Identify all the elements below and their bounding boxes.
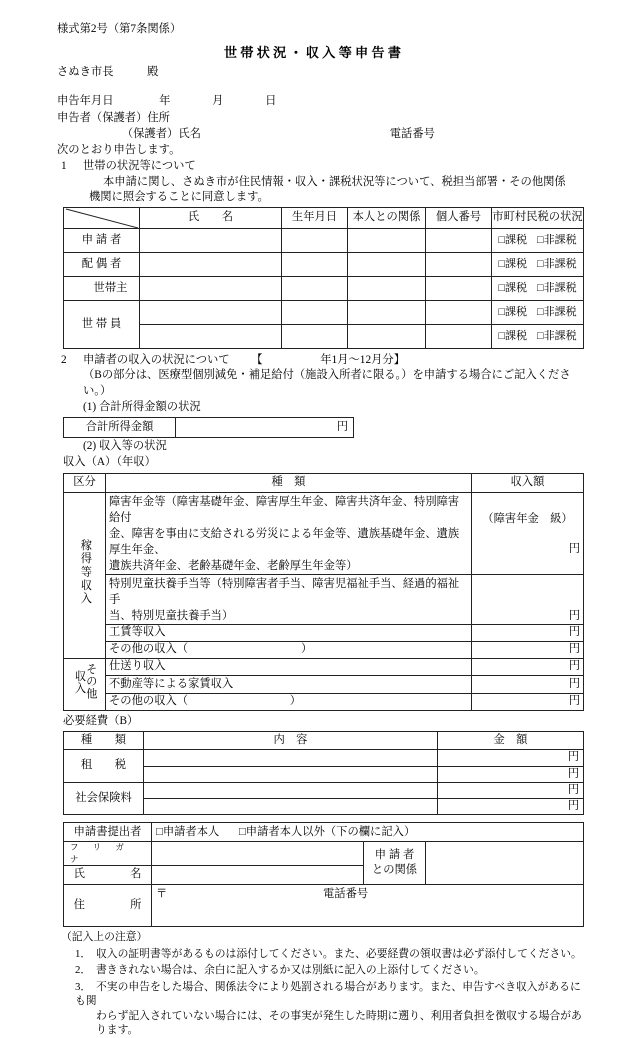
cell-mynumber[interactable] — [426, 277, 492, 301]
table-row — [64, 750, 584, 766]
expense-group-label-insurance: 社会保険料 — [64, 782, 144, 815]
table-row — [64, 782, 584, 798]
cell-relation[interactable] — [348, 253, 426, 277]
col-header-tax-status: 市町村民税の状況 — [492, 208, 584, 229]
section1-consent-line1: 本申請に関し、さぬき市が住民情報・収入・課税状況等について、税担当部署・その他関係 — [103, 175, 566, 188]
income-amount-unit: 円 — [568, 643, 580, 656]
expense-group-label-tax: 租 税 — [64, 750, 144, 783]
table-row — [64, 658, 584, 675]
section2-sub2-title: (2) 収入等の状況 — [83, 440, 167, 453]
cell-relation[interactable] — [348, 325, 426, 349]
row-label-spouse: 配 偶 者 — [64, 253, 140, 277]
header-corner-diagonal-icon — [64, 208, 140, 229]
date-day-unit: 日 — [265, 95, 277, 108]
date-year-unit: 年 — [159, 95, 171, 108]
expense-amount-tax-2[interactable] — [438, 766, 584, 782]
col-header-expense-type: 種 類 — [64, 732, 144, 750]
note-item-1 — [61, 947, 585, 962]
checkbox-taxed[interactable]: □課税 — [498, 306, 527, 319]
addressee-honorific: 殿 — [147, 66, 159, 79]
col-header-expense-amount: 金 額 — [438, 732, 584, 750]
cell-birthdate[interactable] — [282, 301, 348, 325]
checkbox-submitter-other[interactable]: □申請者本人以外（下の欄に記入） — [238, 825, 416, 838]
submitter-name-label: 氏 名 — [64, 866, 152, 885]
table-row — [64, 325, 584, 349]
row-label-household-members: 世 帯 員 — [64, 301, 140, 349]
income-amount-unit: 円 — [568, 542, 580, 555]
section1-number: 1 — [61, 160, 67, 173]
income-amount-remittance[interactable] — [472, 658, 584, 675]
expense-content-tax-1[interactable] — [144, 750, 438, 766]
declaration-sentence: 次のとおり申告します。 — [57, 144, 181, 157]
cell-birthdate[interactable] — [282, 325, 348, 349]
checkbox-nontaxed[interactable]: □非課税 — [537, 330, 577, 343]
expense-caption: 必要経費（B） — [63, 715, 139, 728]
col-header-category: 区分 — [64, 473, 106, 492]
expense-amount-unit: 円 — [567, 767, 579, 780]
col-header-relation: 本人との関係 — [348, 208, 426, 229]
col-header-expense-content: 内 容 — [144, 732, 438, 750]
applicant-name-line — [57, 127, 585, 142]
furigana-value[interactable] — [152, 842, 364, 866]
income-type-other-earned: その他の収入（ ） — [106, 641, 472, 658]
applicant-address-line — [57, 111, 585, 126]
cell-birthdate[interactable] — [282, 277, 348, 301]
table-row — [64, 885, 584, 927]
declaration-date-label: 申告年月日 — [57, 95, 114, 108]
expense-amount-unit: 円 — [567, 751, 579, 764]
addressee: さぬき市長 — [57, 66, 114, 79]
submitter-phone-label: 電話番号 — [322, 888, 369, 900]
cell-birthdate[interactable] — [282, 253, 348, 277]
table-row — [64, 676, 584, 693]
cell-mynumber[interactable] — [426, 253, 492, 277]
expense-content-insurance-1[interactable] — [144, 782, 438, 798]
date-month-unit: 月 — [212, 95, 224, 108]
notes-title: （記入上の注意） — [61, 931, 148, 943]
cell-name[interactable] — [140, 277, 282, 301]
cell-name[interactable] — [140, 325, 282, 349]
period-text: 年1月～12月分 — [320, 354, 394, 367]
checkbox-nontaxed[interactable]: □非課税 — [537, 282, 577, 295]
checkbox-nontaxed[interactable]: □非課税 — [537, 258, 577, 271]
cell-name[interactable] — [140, 301, 282, 325]
period-bracket-open: 【 — [251, 354, 263, 367]
note-item-2 — [61, 963, 585, 978]
expense-amount-insurance-1[interactable] — [438, 782, 584, 798]
income-type-pension: 障害年金等（障害基礎年金、障害厚生年金、障害共済年金、特別障害給付 金、障害を事由に支給される労災による年金等、遺族基礎年金、遺族厚生年金、 遺族共済年金、老齢基礎年金、老齢厚生年金等） — [106, 492, 472, 574]
note-number-3: 3． — [75, 980, 92, 993]
table-row — [64, 624, 584, 641]
period-bracket-close: 】 — [393, 354, 406, 367]
row-label-household-head: 世帯主 — [64, 277, 140, 301]
applicant-address-label: 申告者（保護者）住所 — [57, 111, 170, 124]
cell-mynumber[interactable] — [426, 325, 492, 349]
checkbox-taxed[interactable]: □課税 — [498, 330, 527, 343]
income-type-remittance: 仕送り収入 — [106, 658, 472, 675]
submitter-options-cell[interactable] — [152, 823, 584, 842]
table-row — [64, 277, 584, 301]
income-type-wages: 工賃等収入 — [106, 624, 472, 641]
income-table — [63, 473, 584, 712]
income-amount-unit: 円 — [568, 677, 580, 690]
furigana-label: フ リ ガ ナ — [64, 842, 152, 866]
checkbox-nontaxed[interactable]: □非課税 — [537, 306, 577, 319]
declaration-date-line — [57, 94, 585, 109]
section2-number: 2 — [61, 354, 67, 367]
col-header-name: 氏 名 — [140, 208, 282, 229]
income-group-label-earned: 稼得等収入 — [64, 492, 106, 658]
submitter-table — [63, 822, 584, 927]
pension-grade-note: （障害年金 級） — [482, 512, 573, 525]
table-row — [64, 492, 584, 574]
table-row — [64, 574, 584, 624]
total-income-unit: 円 — [336, 420, 348, 433]
income-amount-other-earned[interactable] — [472, 641, 584, 658]
section1-heading — [57, 159, 585, 174]
section1-consent-line2: 機関に照会することに同意します。 — [89, 190, 269, 203]
income-amount-unit: 円 — [568, 660, 580, 673]
notes-section — [57, 930, 585, 1038]
checkbox-submitter-self[interactable]: □申請者本人 — [156, 825, 220, 838]
cell-tax-status[interactable] — [492, 301, 584, 325]
income-amount-special-child-allowance[interactable] — [472, 574, 584, 624]
cell-relation[interactable] — [348, 277, 426, 301]
income-type-other: その他の収入（ ） — [106, 693, 472, 710]
income-type-rent: 不動産等による家賃収入 — [106, 676, 472, 693]
row-label-applicant: 申 請 者 — [64, 229, 140, 253]
expense-amount-unit: 円 — [567, 783, 579, 796]
income-amount-other[interactable] — [472, 693, 584, 710]
cell-birthdate[interactable] — [282, 229, 348, 253]
section2-title: 申請者の収入の状況について — [83, 354, 230, 367]
applicant-name-label: （保護者）氏名 — [121, 127, 201, 140]
cell-mynumber[interactable] — [426, 301, 492, 325]
cell-tax-status[interactable] — [492, 229, 584, 253]
section2-note-b: （Bの部分は、医療型個別減免・補足給付（施設入所者に限る。）を申請する場合にご記入ください。） — [83, 369, 571, 397]
section2-sub1-title: (1) 合計所得金額の状況 — [83, 400, 201, 413]
section1-title: 世帯の状況等について — [83, 160, 196, 173]
col-header-birthdate: 生年月日 — [282, 208, 348, 229]
cell-name[interactable] — [140, 253, 282, 277]
cell-tax-status[interactable] — [492, 253, 584, 277]
table-row — [64, 418, 354, 438]
page-title: 世帯状況・収入等申告書 — [223, 45, 405, 61]
note-number-2: 2． — [75, 964, 92, 977]
cell-tax-status[interactable] — [492, 325, 584, 349]
table-row — [64, 301, 584, 325]
col-header-mynumber: 個人番号 — [426, 208, 492, 229]
addressee-line — [57, 65, 585, 80]
checkbox-taxed[interactable]: □課税 — [498, 258, 527, 271]
total-income-value-cell[interactable] — [176, 418, 354, 438]
table-row — [64, 229, 584, 253]
table-row — [64, 823, 584, 842]
income-amount-pension[interactable] — [472, 492, 584, 574]
note-text-1: 収入の証明書等があるものは添付してください。また、必要経費の領収書は必ず添付してください。 — [96, 947, 582, 960]
expense-header-row — [64, 732, 584, 750]
cell-mynumber[interactable] — [426, 229, 492, 253]
relation-to-applicant-label: 申 請 者 との関係 — [364, 842, 426, 885]
expense-content-insurance-2[interactable] — [144, 799, 438, 815]
cell-relation[interactable] — [348, 229, 426, 253]
submitter-address-cell[interactable] — [152, 885, 584, 927]
relation-to-applicant-value[interactable] — [426, 842, 584, 885]
note-text-2: 書ききれない場合は、余白に記入するか又は別紙に記入の上添付してください。 — [96, 964, 485, 977]
note-item-3 — [61, 980, 585, 1009]
table-row — [64, 693, 584, 710]
cell-tax-status[interactable] — [492, 277, 584, 301]
checkbox-nontaxed[interactable]: □非課税 — [537, 234, 577, 247]
expense-amount-tax-1[interactable] — [438, 750, 584, 766]
income-amount-unit: 円 — [568, 695, 580, 708]
income-caption: 収入（A）（年収） — [63, 456, 156, 469]
income-header-row — [64, 473, 584, 492]
household-header-row — [64, 208, 584, 229]
expense-table — [63, 731, 584, 815]
submitter-name-value[interactable] — [152, 866, 364, 885]
checkbox-taxed[interactable]: □課税 — [498, 234, 527, 247]
cell-name[interactable] — [140, 229, 282, 253]
note-number-1: 1． — [75, 947, 92, 960]
note-text-3a: 不実の申告をした場合、関係法令により処罰される場合があります。また、申告すべき収入があるにも関 — [75, 980, 581, 1008]
income-amount-unit: 円 — [568, 626, 580, 639]
income-group-label-other: 収入その他 — [64, 658, 106, 710]
income-amount-rent[interactable] — [472, 676, 584, 693]
note-text-3b: わらず記入されていない場合には、その事実が発生した時期に遡り、利用者負担を徴収する場合があります。 — [96, 1009, 582, 1037]
submitter-label: 申請書提出者 — [64, 823, 152, 842]
col-header-amount: 収入額 — [472, 473, 584, 492]
col-header-type: 種 類 — [106, 473, 472, 492]
table-row — [64, 842, 584, 866]
form-number: 様式第2号（第7条関係） — [57, 23, 182, 35]
table-row — [64, 641, 584, 658]
expense-amount-unit: 円 — [567, 800, 579, 813]
postal-mark-icon: 〒 — [156, 888, 168, 900]
income-amount-unit: 円 — [568, 609, 580, 622]
total-income-table — [63, 417, 354, 438]
checkbox-taxed[interactable]: □課税 — [498, 282, 527, 295]
expense-content-tax-2[interactable] — [144, 766, 438, 782]
submitter-address-label: 住 所 — [64, 885, 152, 927]
income-amount-wages[interactable] — [472, 624, 584, 641]
cell-relation[interactable] — [348, 301, 426, 325]
total-income-label: 合計所得金額 — [64, 418, 176, 438]
household-table — [63, 207, 584, 349]
section2-heading — [57, 353, 585, 368]
expense-amount-insurance-2[interactable] — [438, 799, 584, 815]
table-row — [64, 253, 584, 277]
income-type-special-child-allowance: 特別児童扶養手当等（特別障害者手当、障害児福祉手当、経過的福祉手 当、特別児童扶養手当） — [106, 574, 472, 624]
applicant-phone-label: 電話番号 — [389, 127, 435, 140]
